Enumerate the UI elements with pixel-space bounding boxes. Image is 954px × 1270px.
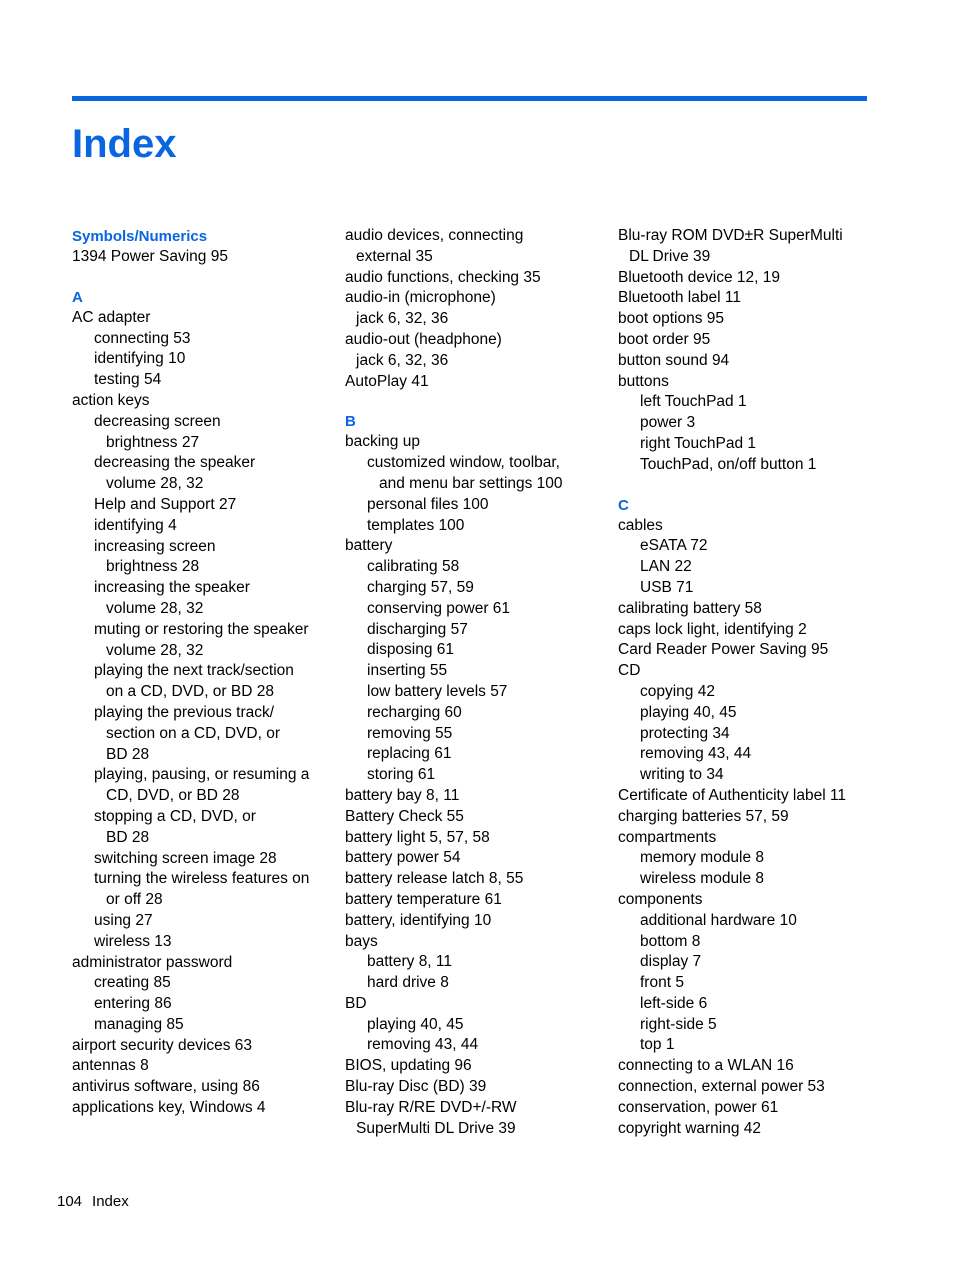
index-subentry: and menu bar settings 100 xyxy=(379,474,563,492)
index-subentry: additional hardware 10 xyxy=(640,911,797,929)
index-subentry: CD, DVD, or BD 28 xyxy=(106,787,240,805)
index-subentry: personal files 100 xyxy=(367,495,489,513)
index-entry: components xyxy=(618,890,703,908)
index-entry: backing up xyxy=(345,433,420,451)
index-subentry: left-side 6 xyxy=(640,994,708,1012)
index-subentry: volume 28, 32 xyxy=(106,599,204,617)
index-entry: copyright warning 42 xyxy=(618,1119,762,1137)
index-entry: caps lock light, identifying 2 xyxy=(618,620,807,638)
index-entry: calibrating battery 58 xyxy=(618,599,762,617)
index-subentry: increasing screen xyxy=(94,537,216,555)
index-entry: audio functions, checking 35 xyxy=(345,268,541,286)
index-entry: connection, external power 53 xyxy=(618,1078,825,1096)
index-subentry: right-side 5 xyxy=(640,1015,717,1033)
index-subentry: copying 42 xyxy=(640,682,715,700)
index-entry: audio-out (headphone) xyxy=(345,330,502,348)
index-subentry: BD 28 xyxy=(106,828,150,846)
index-subentry: customized window, toolbar, xyxy=(367,454,560,472)
index-section-heading: A xyxy=(72,288,83,306)
index-column-1 xyxy=(72,226,334,1119)
index-subentry: Help and Support 27 xyxy=(94,495,237,513)
index-entry: button sound 94 xyxy=(618,351,730,369)
index-subentry: brightness 28 xyxy=(106,558,200,576)
index-subentry: memory module 8 xyxy=(640,849,765,867)
index-entry: AC adapter xyxy=(72,308,151,326)
section-gap xyxy=(618,476,880,495)
index-subentry: battery 8, 11 xyxy=(367,953,453,971)
index-subentry: stopping a CD, DVD, or xyxy=(94,807,256,825)
index-subentry: wireless 13 xyxy=(94,932,172,950)
index-subentry: playing the previous track/ xyxy=(94,703,275,721)
index-entry: 1394 Power Saving 95 xyxy=(72,248,228,265)
section-gap xyxy=(345,392,607,411)
index-entry: BD xyxy=(345,994,367,1012)
index-subentry: recharging 60 xyxy=(367,703,462,721)
index-subentry: entering 86 xyxy=(94,995,172,1013)
index-entry: Bluetooth label 11 xyxy=(618,289,741,307)
index-subentry: replacing 61 xyxy=(367,745,452,763)
index-subentry: front 5 xyxy=(640,974,684,992)
index-entry: audio-in (microphone) xyxy=(345,289,496,307)
index-entry: battery light 5, 57, 58 xyxy=(345,828,490,846)
index-entry: applications key, Windows 4 xyxy=(72,1099,266,1117)
index-entry: conservation, power 61 xyxy=(618,1098,779,1116)
index-entry: external 35 xyxy=(356,247,433,265)
index-subentry: bottom 8 xyxy=(640,932,701,950)
index-subentry: brightness 27 xyxy=(106,433,200,451)
index-subentry: storing 61 xyxy=(367,766,436,784)
index-subentry: switching screen image 28 xyxy=(94,849,277,867)
index-subentry: TouchPad, on/off button 1 xyxy=(640,455,817,473)
index-entry: charging batteries 57, 59 xyxy=(618,807,789,825)
index-entry: Blu-ray Disc (BD) 39 xyxy=(345,1078,487,1096)
index-subentry: playing, pausing, or resuming a xyxy=(94,766,310,784)
index-subentry: or off 28 xyxy=(106,891,163,909)
index-subentry: protecting 34 xyxy=(640,724,730,742)
index-subentry: identifying 10 xyxy=(94,350,186,368)
index-entry: antivirus software, using 86 xyxy=(72,1078,260,1096)
index-subentry: left TouchPad 1 xyxy=(640,393,747,411)
index-entry: battery release latch 8, 55 xyxy=(345,870,524,888)
index-entry: Blu-ray ROM DVD±R SuperMulti xyxy=(618,227,843,244)
index-subentry: playing the next track/section xyxy=(94,662,294,680)
index-entry: buttons xyxy=(618,372,669,390)
index-subentry: writing to 34 xyxy=(640,766,724,784)
index-subentry: power 3 xyxy=(640,414,696,432)
index-subentry: decreasing screen xyxy=(94,412,221,430)
index-entry: CD xyxy=(618,662,641,680)
index-subentry: on a CD, DVD, or BD 28 xyxy=(106,683,274,701)
index-section-heading: Symbols/Numerics xyxy=(72,228,208,245)
index-entry: battery bay 8, 11 xyxy=(345,786,460,804)
index-subentry: connecting 53 xyxy=(94,329,191,347)
index-subentry: templates 100 xyxy=(367,516,465,534)
index-entry: administrator password xyxy=(72,953,233,971)
index-subentry: charging 57, 59 xyxy=(367,578,474,596)
index-subentry: disposing 61 xyxy=(367,641,455,659)
index-entry: Bluetooth device 12, 19 xyxy=(618,268,781,286)
index-section-heading: C xyxy=(618,496,629,514)
index-entry: Battery Check 55 xyxy=(345,807,464,825)
index-section-heading: B xyxy=(345,413,356,431)
index-entry: bays xyxy=(345,932,378,950)
index-entry: AutoPlay 41 xyxy=(345,372,429,390)
index-subentry: section on a CD, DVD, or xyxy=(106,724,281,742)
index-entry: jack 6, 32, 36 xyxy=(356,310,449,328)
index-entry: Blu-ray R/RE DVD+/-RW xyxy=(345,1098,517,1116)
index-subentry: display 7 xyxy=(640,953,702,971)
index-subentry: removing 43, 44 xyxy=(367,1036,479,1054)
index-subentry: volume 28, 32 xyxy=(106,641,204,659)
page-title: Index xyxy=(72,122,177,166)
index-entry: action keys xyxy=(72,391,150,409)
section-gap xyxy=(72,268,334,287)
index-subentry: discharging 57 xyxy=(367,620,468,638)
index-subentry: creating 85 xyxy=(94,974,171,992)
index-subentry: playing 40, 45 xyxy=(367,1015,464,1033)
index-subentry: muting or restoring the speaker xyxy=(94,620,309,638)
index-entry: airport security devices 63 xyxy=(72,1036,253,1054)
index-entry: Card Reader Power Saving 95 xyxy=(618,641,829,659)
index-column-3 xyxy=(618,226,880,1139)
index-entry: audio devices, connecting xyxy=(345,227,524,244)
index-subentry: volume 28, 32 xyxy=(106,475,204,493)
index-entry: battery power 54 xyxy=(345,849,461,867)
index-entry: battery temperature 61 xyxy=(345,890,502,908)
page-footer xyxy=(57,1192,129,1212)
index-entry: boot options 95 xyxy=(618,310,725,328)
index-subentry: using 27 xyxy=(94,911,153,929)
index-subentry: eSATA 72 xyxy=(640,537,708,555)
index-column-2 xyxy=(345,226,607,1139)
index-entry: DL Drive 39 xyxy=(629,247,711,265)
index-subentry: calibrating 58 xyxy=(367,558,460,576)
index-entry: antennas 8 xyxy=(72,1057,149,1075)
page-number: 104 xyxy=(57,1193,83,1210)
index-subentry: hard drive 8 xyxy=(367,974,449,992)
index-entry: boot order 95 xyxy=(618,330,711,348)
index-entry: cables xyxy=(618,516,663,534)
index-subentry: decreasing the speaker xyxy=(94,454,256,472)
index-subentry: LAN 22 xyxy=(640,558,692,576)
index-entry: battery, identifying 10 xyxy=(345,911,492,929)
index-subentry: identifying 4 xyxy=(94,516,177,534)
index-subentry: managing 85 xyxy=(94,1015,184,1033)
index-entry: jack 6, 32, 36 xyxy=(356,351,449,369)
footer-label: Index xyxy=(92,1193,129,1210)
header-rule xyxy=(72,96,867,101)
index-subentry: conserving power 61 xyxy=(367,599,511,617)
index-subentry: increasing the speaker xyxy=(94,579,250,597)
index-subentry: turning the wireless features on xyxy=(94,870,310,888)
index-subentry: low battery levels 57 xyxy=(367,682,508,700)
index-subentry: inserting 55 xyxy=(367,662,448,680)
index-subentry: top 1 xyxy=(640,1036,675,1054)
index-entry: battery xyxy=(345,537,393,555)
index-subentry: removing 43, 44 xyxy=(640,745,752,763)
index-subentry: USB 71 xyxy=(640,578,694,596)
index-subentry: wireless module 8 xyxy=(640,870,765,888)
index-subentry: removing 55 xyxy=(367,724,453,742)
index-entry: SuperMulti DL Drive 39 xyxy=(356,1119,516,1137)
index-subentry: playing 40, 45 xyxy=(640,703,737,721)
index-subentry: BD 28 xyxy=(106,745,150,763)
index-subentry: testing 54 xyxy=(94,371,162,389)
index-entry: BIOS, updating 96 xyxy=(345,1057,472,1075)
index-entry: connecting to a WLAN 16 xyxy=(618,1057,794,1075)
index-entry: Certificate of Authenticity label 11 xyxy=(618,786,847,804)
index-entry: compartments xyxy=(618,828,717,846)
index-subentry: right TouchPad 1 xyxy=(640,434,757,452)
